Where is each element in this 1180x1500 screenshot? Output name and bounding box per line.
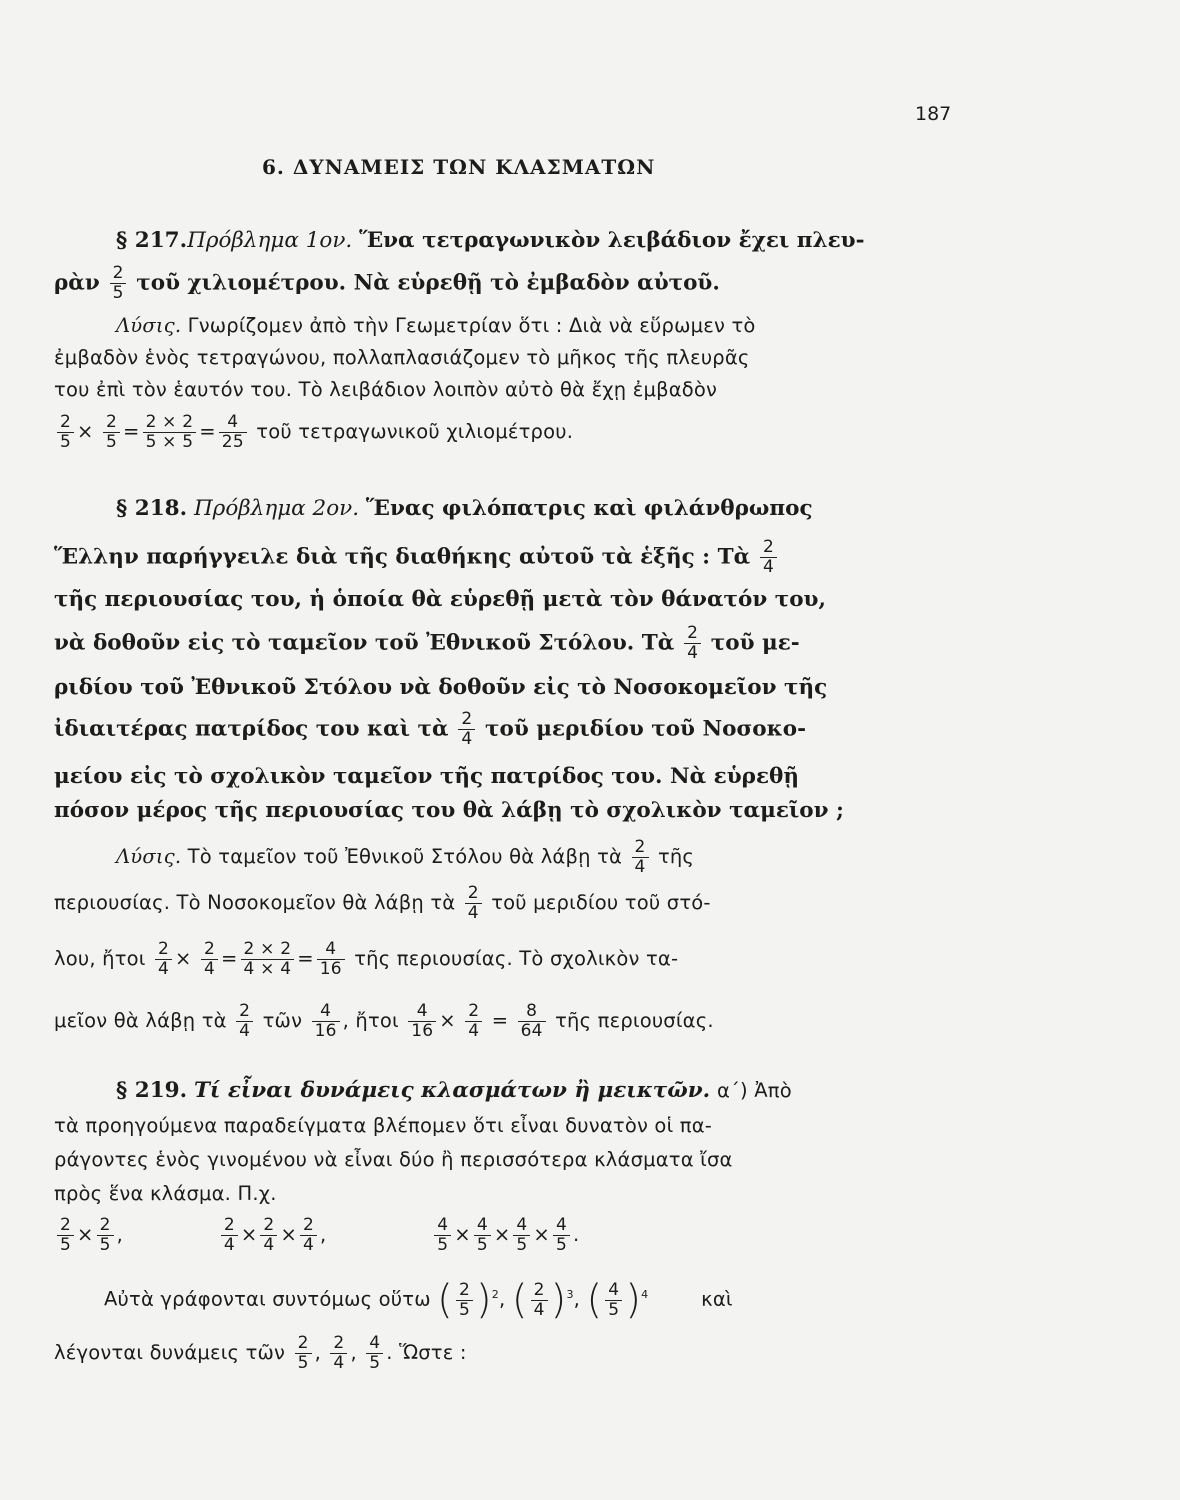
s219-line-6 — [104, 1277, 1004, 1323]
s219-line-7 — [54, 1334, 954, 1373]
math-symbol: , — [573, 1287, 581, 1311]
chapter-title: 6. ΔΥΝΑΜΕΙΣ ΤΩΝ ΚΛΑΣΜΑΤΩΝ — [262, 155, 656, 179]
numerator: 4 — [317, 940, 345, 960]
denominator: 64 — [520, 1021, 543, 1041]
numerator: 4 — [219, 413, 247, 433]
section-number: § 219. — [116, 1078, 188, 1103]
text: τοῦ μεριδίου τοῦ στό- — [491, 891, 711, 914]
numerator: 2 — [201, 940, 218, 960]
problem-text: Ἕνα τετραγωνικὸν λειβάδιον ἔχει πλευ- — [359, 228, 865, 253]
s217-line-3 — [116, 312, 1016, 340]
fraction — [366, 1334, 383, 1373]
fraction — [474, 1216, 491, 1255]
numerator: 2 — [295, 1334, 312, 1354]
numerator: 2 — [465, 884, 482, 904]
fraction — [330, 1334, 347, 1373]
fraction — [531, 1281, 548, 1320]
fraction — [155, 940, 172, 979]
fraction — [632, 838, 649, 877]
s219-examples — [54, 1216, 954, 1255]
section-number: § 218. — [116, 496, 188, 521]
math-symbol: × — [77, 420, 94, 443]
s218-line-4 — [54, 624, 954, 663]
numerator: 2 — [57, 1216, 74, 1236]
fraction — [434, 1216, 451, 1255]
numerator: 4 — [366, 1334, 383, 1354]
page-number: 187 — [915, 103, 952, 125]
s219-line-4: πρὸς ἕνα κλάσμα. Π.χ. — [54, 1182, 277, 1205]
fraction — [465, 1002, 482, 1041]
fraction — [760, 538, 777, 577]
fraction — [201, 940, 218, 979]
fraction — [143, 413, 197, 452]
fraction — [57, 413, 74, 452]
numerator: 4 — [434, 1216, 451, 1236]
text: τῆς περιουσίας. — [555, 1009, 714, 1032]
denominator: 5 — [60, 1235, 72, 1255]
math-symbol: = — [491, 1009, 509, 1032]
denominator: 5 — [476, 1235, 488, 1255]
s218-line-3: τῆς περιουσίας του, ἡ ὁποία θὰ εὑρεθῇ μετὰ τὸν θάνατόν του, — [54, 587, 826, 612]
math-symbol: × — [280, 1223, 297, 1246]
fraction — [295, 1334, 312, 1373]
solution-label: Λύσις. — [116, 314, 182, 337]
s219-line-3: ράγοντες ἑνὸς γινομένου νὰ εἶναι δύο ἢ περισσότερα κλάσματα ἴσα — [54, 1148, 733, 1171]
math-symbol: , — [314, 1341, 321, 1364]
text: περιουσίας. Τὸ Νοσοκομεῖον θὰ λάβῃ τὰ — [54, 891, 456, 914]
s218-line-12 — [54, 1002, 954, 1041]
denominator: 4 — [333, 1353, 345, 1373]
numerator: 2 × 2 — [241, 940, 295, 960]
denominator: 5 — [458, 1299, 470, 1320]
s217-line-2 — [54, 264, 954, 303]
numerator: 2 — [458, 710, 475, 730]
text: καὶ — [701, 1287, 733, 1311]
math-symbol: × — [439, 1009, 456, 1032]
math-symbol: = — [297, 947, 314, 970]
text: ρὰν — [54, 270, 100, 296]
text: τῶν — [262, 1009, 303, 1032]
math-symbol: . — [386, 1341, 393, 1364]
fraction — [236, 1002, 253, 1041]
math-symbol: ( — [437, 1277, 453, 1323]
fraction — [221, 1216, 238, 1255]
text: τοῦ χιλιομέτρου. Νὰ εὑρεθῇ τὸ ἐμβαδὸν αὐτοῦ. — [136, 270, 720, 296]
fraction — [456, 1281, 473, 1320]
fraction — [97, 1216, 114, 1255]
numerator: 2 — [760, 538, 777, 558]
text: τοῦ με- — [710, 630, 800, 656]
math-symbol: , — [499, 1287, 506, 1311]
math-symbol: = — [123, 420, 140, 443]
text: ἰδιαιτέρας πατρίδος του καὶ τὰ — [54, 716, 449, 742]
numerator: 2 — [632, 838, 649, 858]
text: τῆς περιουσίας. Τὸ σχολικὸν τα- — [354, 947, 679, 970]
section-number: § 217. — [116, 228, 188, 253]
numerator: 4 — [408, 1002, 436, 1022]
denominator: 4 — [533, 1299, 545, 1320]
fraction — [513, 1216, 530, 1255]
math-symbol: × — [454, 1223, 471, 1246]
denominator: 4 — [302, 1235, 315, 1255]
numerator: 4 — [312, 1002, 340, 1022]
fraction — [312, 1002, 340, 1041]
math-symbol: × — [493, 1223, 511, 1246]
fraction — [465, 884, 482, 923]
text: τῆς — [657, 845, 695, 868]
s219-line-2: τὰ προηγούμενα παραδείγματα βλέπομεν ὅτι εἶναι δυνατὸν οἱ πα- — [54, 1114, 712, 1137]
text: λου, ἤτοι — [54, 947, 146, 970]
problem-label: Πρόβλημα 1ον. — [187, 228, 353, 253]
numerator: 2 × 2 — [143, 413, 197, 433]
numerator: 2 — [221, 1216, 238, 1236]
denominator: 4 — [467, 903, 479, 923]
fraction — [300, 1216, 317, 1255]
math-symbol: , — [116, 1223, 124, 1246]
math-symbol: × — [533, 1223, 550, 1246]
math-symbol: ) — [550, 1277, 567, 1323]
denominator: 5 × 5 — [145, 432, 194, 452]
text: τοῦ τετραγωνικοῦ χιλιομέτρου. — [256, 420, 574, 443]
math-symbol: = — [199, 420, 216, 443]
denominator: 4 — [762, 557, 774, 577]
s217-line-4: ἐμβαδὸν ἑνὸς τετραγώνου, πολλαπλασιάζομεν τὸ μῆκος τῆς πλευρᾶς — [54, 346, 750, 369]
s218-line-11 — [54, 940, 954, 979]
denominator: 5 — [297, 1353, 309, 1373]
math-symbol: × — [77, 1223, 94, 1246]
denominator: 5 — [608, 1299, 620, 1320]
s218-line-8: πόσον μέρος τῆς περιουσίας του θὰ λάβῃ τὸ σχολικὸν ταμεῖον ; — [54, 798, 844, 823]
numerator: 2 — [330, 1334, 347, 1354]
text: Αὐτὰ γράφονται συντόμως οὕτω — [104, 1287, 431, 1311]
math-symbol: 2 — [491, 1288, 499, 1301]
numerator: 2 — [110, 264, 127, 284]
fraction — [408, 1002, 436, 1041]
denominator: 4 — [634, 857, 646, 877]
text: νὰ δοθοῦν εἰς τὸ ταμεῖον τοῦ Ἐθνικοῦ Στόλου. Τὰ — [54, 630, 675, 656]
numerator: 2 — [684, 624, 701, 644]
denominator: 5 — [437, 1235, 449, 1255]
numerator: 2 — [456, 1281, 473, 1301]
s218-line-1 — [116, 495, 1016, 523]
denominator: 4 — [687, 643, 698, 663]
fraction — [219, 413, 247, 452]
math-symbol: , — [320, 1223, 327, 1246]
numerator: 2 — [57, 413, 74, 433]
s219-line-1 — [116, 1077, 1016, 1105]
math-symbol: , — [350, 1341, 357, 1364]
s218-line-7: μείου εἰς τὸ σχολικὸν ταμεῖον τῆς πατρίδος του. Νὰ εὑρεθῇ — [54, 764, 800, 789]
denominator: 4 — [157, 959, 170, 979]
denominator: 5 — [60, 432, 72, 452]
denominator: 16 — [314, 1021, 337, 1041]
denominator: 4 — [461, 729, 473, 749]
denominator: 5 — [105, 432, 118, 452]
fraction — [553, 1216, 570, 1255]
text: Ἕνας φιλόπατρις καὶ φιλάνθρωπος — [365, 496, 813, 521]
denominator: 4 — [203, 959, 215, 979]
denominator: 5 — [99, 1235, 111, 1255]
text: Τὸ ταμεῖον τοῦ Ἐθνικοῦ Στόλου θὰ λάβῃ τὰ — [187, 845, 623, 868]
section-heading: Τί εἶναι δυνάμεις κλασμάτων ἢ μεικτῶν. — [193, 1078, 711, 1103]
fraction — [110, 264, 127, 303]
denominator: 5 — [112, 283, 124, 303]
text: μεῖον θὰ λάβῃ τὰ — [54, 1009, 227, 1032]
text: Ἕλλην παρήγγειλε διὰ τῆς διαθήκης αὐτοῦ τὰ ἑξῆς : Τὰ — [54, 544, 751, 570]
numerator: 8 — [518, 1002, 546, 1022]
math-symbol: ) — [625, 1277, 642, 1323]
fraction — [518, 1002, 546, 1041]
numerator: 2 — [260, 1216, 277, 1236]
numerator: 2 — [300, 1216, 317, 1236]
numerator: 4 — [513, 1216, 530, 1236]
problem-label: Πρόβλημα 2ον. — [193, 496, 360, 521]
fraction — [241, 940, 295, 979]
s218-line-10 — [54, 884, 954, 923]
text: , ἤτοι — [342, 1009, 399, 1032]
fraction — [684, 624, 701, 663]
fraction — [57, 1216, 74, 1255]
denominator: 25 — [221, 432, 244, 452]
denominator: 4 — [239, 1021, 251, 1041]
text: Ὥστε : — [399, 1341, 467, 1364]
numerator: 2 — [236, 1002, 253, 1022]
fraction — [317, 940, 345, 979]
s218-line-2 — [54, 538, 954, 577]
s218-line-5: ριδίου τοῦ Ἐθνικοῦ Στόλου νὰ δοθοῦν εἰς τὸ Νοσοκομεῖον τῆς — [54, 675, 828, 700]
text: λέγονται δυνάμεις τῶν — [54, 1341, 286, 1364]
numerator: 2 — [103, 413, 120, 433]
denominator: 4 — [223, 1235, 235, 1255]
fraction — [605, 1281, 622, 1320]
fraction — [103, 413, 120, 452]
denominator: 4 — [468, 1021, 480, 1041]
numerator: 2 — [531, 1281, 548, 1301]
numerator: 4 — [605, 1281, 622, 1301]
denominator: 5 — [369, 1353, 381, 1373]
denominator: 5 — [555, 1235, 567, 1255]
math-symbol: ( — [511, 1277, 528, 1323]
math-symbol: ( — [586, 1277, 603, 1323]
denominator: 5 — [516, 1235, 528, 1255]
text: τοῦ μεριδίου τοῦ Νοσοκο- — [485, 716, 807, 742]
math-symbol: 3 — [566, 1288, 574, 1301]
math-symbol: 4 — [641, 1288, 649, 1301]
s217-line-1 — [116, 227, 1016, 255]
s218-line-6 — [54, 710, 954, 749]
denominator: 4 × 4 — [243, 959, 292, 979]
math-symbol: ) — [475, 1277, 492, 1323]
denominator: 4 — [263, 1235, 275, 1255]
math-symbol: × — [175, 947, 192, 970]
denominator: 16 — [411, 1021, 434, 1041]
s217-line-5: του ἐπὶ τὸν ἑαυτόν του. Τὸ λειβάδιον λοιπὸν αὐτὸ θὰ ἔχῃ ἐμβαδὸν — [54, 378, 718, 401]
numerator: 2 — [465, 1002, 482, 1022]
math-symbol: × — [240, 1223, 258, 1246]
math-symbol: = — [221, 947, 238, 970]
s218-line-9 — [116, 838, 1016, 877]
s217-line-6 — [54, 413, 954, 452]
text: Γνωρίζομεν ἀπὸ τὴν Γεωμετρίαν ὅτι : Διὰ νὰ εὕρωμεν τὸ — [187, 314, 756, 337]
solution-label: Λύσις. — [116, 845, 182, 868]
fraction — [458, 710, 475, 749]
denominator: 16 — [319, 959, 342, 979]
text: α΄) Ἀπὸ — [717, 1079, 792, 1102]
fraction — [260, 1216, 277, 1255]
numerator: 4 — [553, 1216, 570, 1236]
math-symbol: . — [573, 1223, 580, 1246]
numerator: 2 — [155, 940, 172, 960]
numerator: 4 — [474, 1216, 491, 1236]
numerator: 2 — [97, 1216, 114, 1236]
